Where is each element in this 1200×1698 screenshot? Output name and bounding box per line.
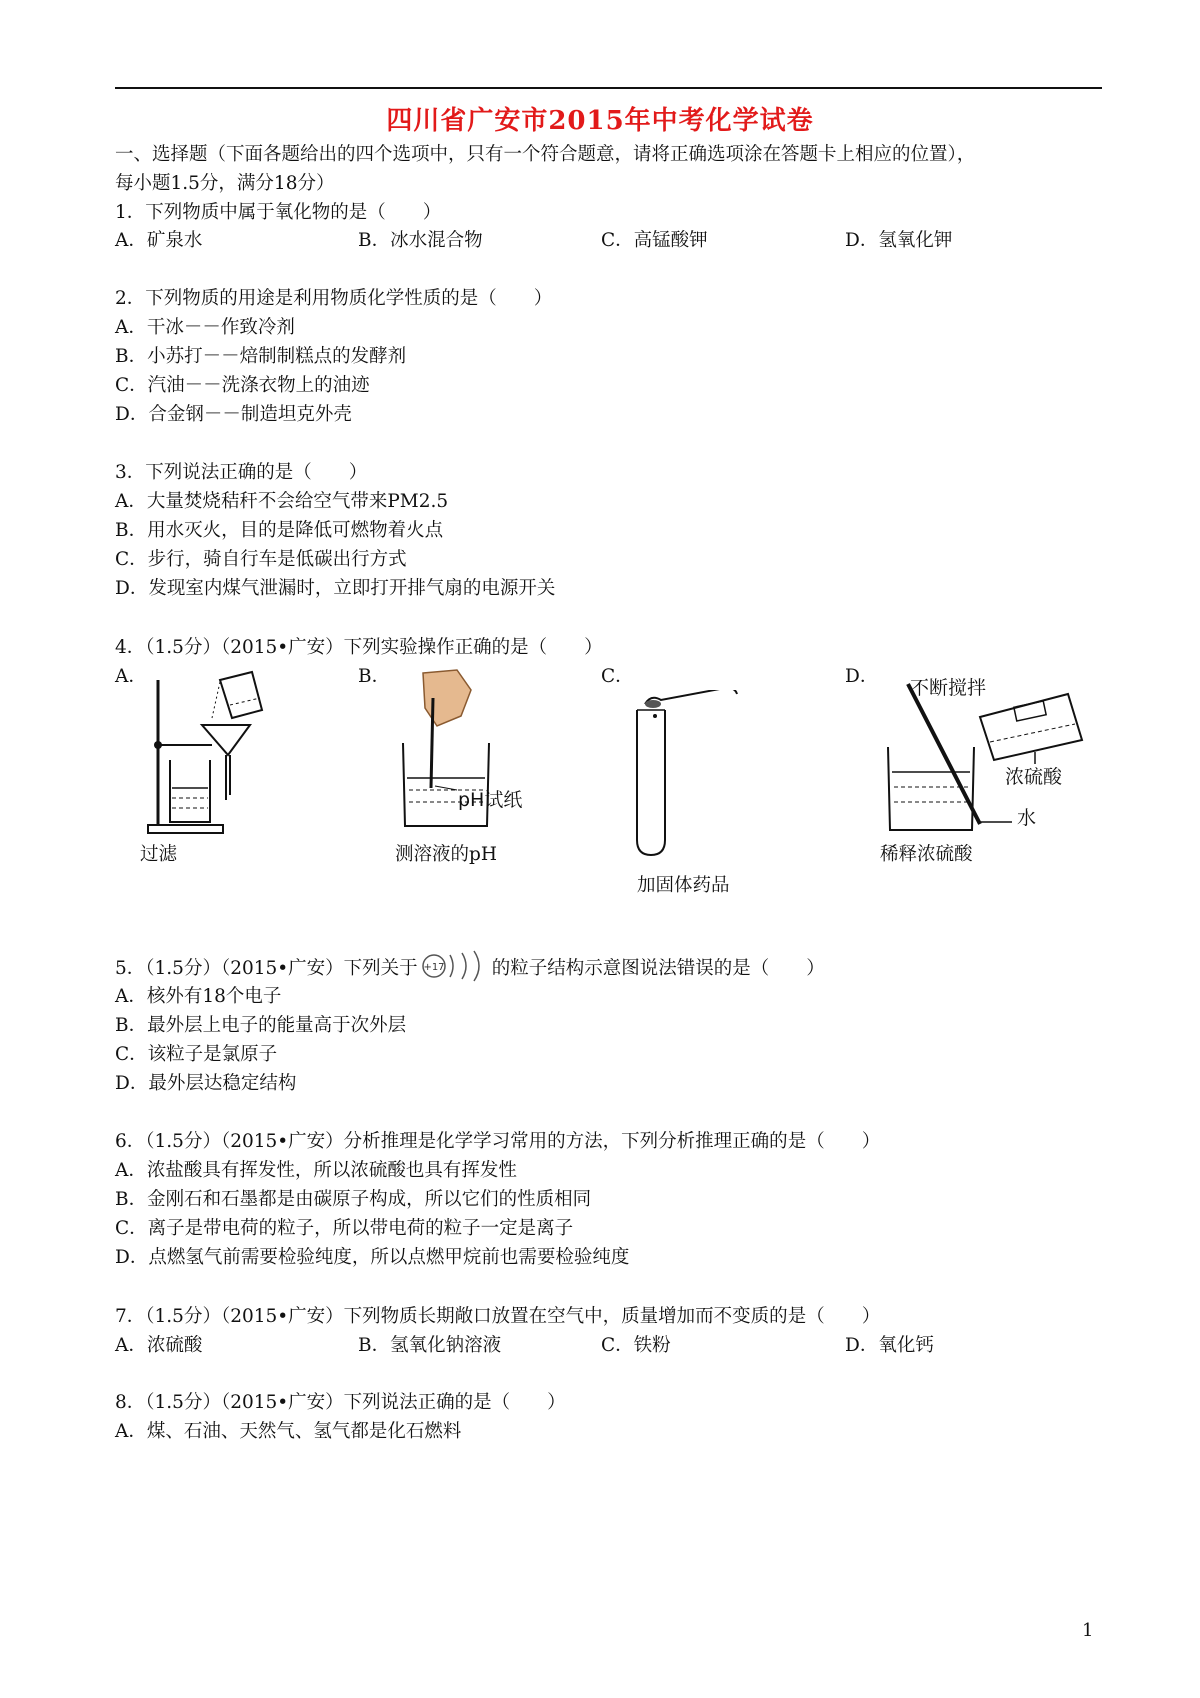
ph-paper-label: pH试纸 bbox=[458, 789, 523, 811]
question-5-stem-after: 的粒子结构示意图说法错误的是（ ） bbox=[491, 958, 825, 979]
question-1-stem: 1．下列物质中属于氧化物的是（ ） bbox=[115, 202, 442, 223]
question-1-option-d: D．氢氧化钾 bbox=[845, 230, 953, 251]
page-title: 四川省广安市2015年中考化学试卷 bbox=[386, 106, 814, 136]
question-5-stem bbox=[115, 956, 825, 982]
question-4-option-d: D． bbox=[845, 666, 879, 687]
question-8-option-a: A．煤、石油、天然气、氢气都是化石燃料 bbox=[115, 1421, 462, 1442]
question-5-stem-before: 5．（1.5分）（2015•广安）下列关于 bbox=[115, 958, 418, 979]
solid-addition-figure bbox=[625, 690, 755, 860]
question-7-stem: 7．（1.5分）（2015•广安）下列物质长期敞口放置在空气中，质量增加而不变质的是（ ） bbox=[115, 1306, 881, 1327]
question-2-stem: 2．下列物质的用途是利用物质化学性质的是（ ） bbox=[115, 288, 553, 309]
question-3-stem: 3．下列说法正确的是（ ） bbox=[115, 462, 368, 483]
question-5-option-d: D．最外层达稳定结构 bbox=[115, 1073, 297, 1094]
question-2-option-b: B．小苏打－－焙制制糕点的发酵剂 bbox=[115, 346, 407, 367]
question-6-stem: 6．（1.5分）（2015•广安）分析推理是化学学习常用的方法，下列分析推理正确的是（ ） bbox=[115, 1131, 881, 1152]
question-7-option-a: A．浓硫酸 bbox=[115, 1335, 203, 1356]
question-3-option-b: B．用水灭火，目的是降低可燃物着火点 bbox=[115, 520, 444, 541]
atom-structure-diagram bbox=[420, 950, 490, 982]
caption-filtration: 过滤 bbox=[140, 844, 178, 865]
question-5-option-b: B．最外层上电子的能量高于次外层 bbox=[115, 1015, 407, 1036]
question-6-option-d: D．点燃氢气前需要检验纯度，所以点燃甲烷前也需要检验纯度 bbox=[115, 1247, 630, 1268]
question-5-option-c: C．该粒子是氯原子 bbox=[115, 1044, 278, 1065]
water-label: 水 bbox=[1017, 807, 1037, 829]
question-3-option-a: A．大量焚烧秸秆不会给空气带来PM2.5 bbox=[115, 491, 449, 512]
question-4-option-c: C． bbox=[601, 666, 634, 687]
ph-test-figure bbox=[395, 668, 535, 838]
question-6-option-b: B．金刚石和石墨都是由碳原子构成，所以它们的性质相同 bbox=[115, 1189, 592, 1210]
question-6-option-a: A．浓盐酸具有挥发性，所以浓硫酸也具有挥发性 bbox=[115, 1160, 517, 1181]
page-number: 1 bbox=[1082, 1620, 1094, 1641]
question-6-option-c: C．离子是带电荷的粒子，所以带电荷的粒子一定是离子 bbox=[115, 1218, 574, 1239]
question-5-option-a: A．核外有18个电子 bbox=[115, 986, 282, 1007]
question-7-option-d: D．氧化钙 bbox=[845, 1335, 934, 1356]
acid-label: 浓硫酸 bbox=[1005, 766, 1063, 788]
question-2-option-c: C．汽油－－洗涤衣物上的油迹 bbox=[115, 375, 370, 396]
caption-ph: 测溶液的pH bbox=[395, 844, 497, 865]
question-2-option-a: A．干冰－－作致冷剂 bbox=[115, 317, 295, 338]
question-8-stem: 8．（1.5分）（2015•广安）下列说法正确的是（ ） bbox=[115, 1392, 566, 1413]
header-rule bbox=[115, 87, 1102, 89]
question-1-option-b: B．冰水混合物 bbox=[358, 230, 483, 251]
caption-solid: 加固体药品 bbox=[637, 875, 730, 896]
stir-label: 不断搅拌 bbox=[910, 677, 987, 699]
question-3-option-d: D．发现室内煤气泄漏时，立即打开排气扇的电源开关 bbox=[115, 578, 556, 599]
question-7-option-b: B．氢氧化钠溶液 bbox=[358, 1335, 502, 1356]
nucleus-charge: +17 bbox=[423, 962, 445, 973]
caption-dilution: 稀释浓硫酸 bbox=[880, 844, 973, 865]
question-7-option-c: C．铁粉 bbox=[601, 1335, 671, 1356]
filtration-figure bbox=[140, 670, 280, 910]
section-heading: 一、选择题（下面各题给出的四个选项中，只有一个符合题意，请将正确选项涂在答题卡上相应的位置）， bbox=[115, 144, 976, 165]
question-4-option-b: B． bbox=[358, 666, 391, 687]
question-3-option-c: C．步行，骑自行车是低碳出行方式 bbox=[115, 549, 407, 570]
question-4-stem: 4．（1.5分）（2015•广安）下列实验操作正确的是（ ） bbox=[115, 637, 603, 658]
question-1-option-c: C．高锰酸钾 bbox=[601, 230, 708, 251]
question-2-option-d: D．合金钢－－制造坦克外壳 bbox=[115, 404, 352, 425]
question-4-option-a: A． bbox=[115, 666, 147, 687]
question-1-option-a: A．矿泉水 bbox=[115, 230, 203, 251]
section-heading-cont: 每小题1.5分，满分18分） bbox=[115, 173, 335, 194]
